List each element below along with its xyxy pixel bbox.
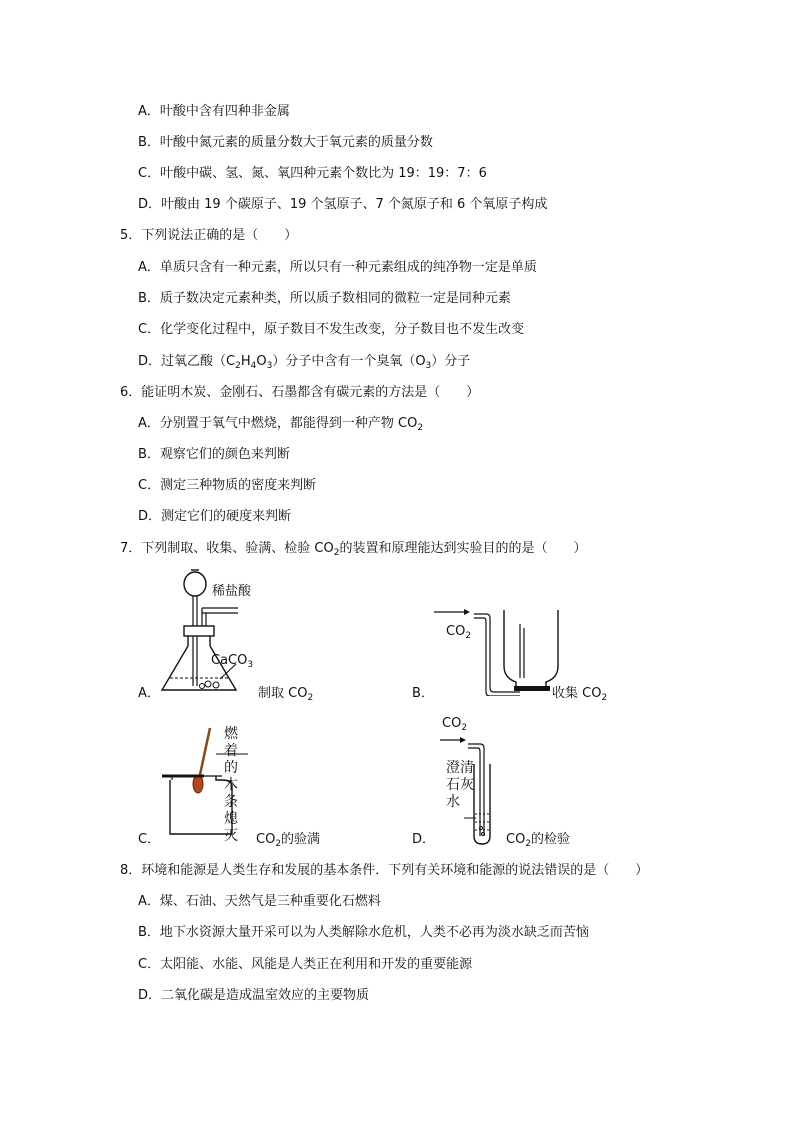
- q4-option-b: B．叶酸中氮元素的质量分数大于氧元素的质量分数: [138, 135, 433, 150]
- figure-c-check-full: [138, 722, 338, 850]
- q6-option-a: A．分别置于氧气中燃烧，都能得到一种产物 $CO_2$: [138, 416, 424, 433]
- stick-label: 燃着的木条熄灭: [224, 726, 238, 844]
- gas-label-d: $CO_2$: [442, 716, 468, 733]
- q6-option-b: B．观察它们的颜色来判断: [138, 447, 290, 462]
- solid-label: CaCO$_3$: [211, 653, 254, 670]
- figure-d-test: [412, 716, 612, 850]
- figure-b-caption: 收集 $CO_2$: [552, 686, 608, 703]
- figure-b-collection: [412, 606, 622, 706]
- figure-b-letter: B．: [412, 686, 434, 701]
- q4-option-c: C．叶酸中碳、氢、氮、氧四种元素个数比为 19：19：7：6: [138, 166, 487, 181]
- figure-d-letter: D．: [412, 832, 436, 847]
- figure-a-letter: A．: [138, 686, 160, 701]
- q6-option-d: D．测定它们的硬度来判断: [138, 509, 292, 524]
- gas-label-b: $CO_2$: [446, 624, 472, 641]
- q6-option-c: C．测定三种物质的密度来判断: [138, 478, 317, 493]
- q8-option-d: D．二氧化碳是造成温室效应的主要物质: [138, 988, 370, 1003]
- q7-stem: 7．下列制取、收集、验满、检验 $CO_2$的装置和原理能达到实验目的的是（ ）: [120, 541, 587, 558]
- figure-a-caption: 制取 $CO_2$: [258, 686, 314, 703]
- figure-a-generation: [138, 566, 318, 706]
- figure-d-caption: $CO_2$的检验: [506, 832, 571, 849]
- bottle-with-stick-drawing: [158, 722, 268, 842]
- q8-option-a: A．煤、石油、天然气是三种重要化石燃料: [138, 894, 381, 909]
- q5-option-c: C．化学变化过程中，原子数目不发生改变，分子数目也不发生改变: [138, 322, 525, 337]
- q4-option-d: D．叶酸由 19 个碳原子、19 个氢原子、7 个氮原子和 6 个氧原子构成: [138, 197, 548, 212]
- q8-option-b: B．地下水资源大量开采可以为人类解除水危机，人类不必再为淡水缺乏而苦恼: [138, 925, 589, 940]
- q5-option-a: A．单质只含有一种元素，所以只有一种元素组成的纯净物一定是单质: [138, 260, 537, 275]
- q4-option-a: A．叶酸中含有四种非金属: [138, 104, 290, 119]
- q5-option-b: B．质子数决定元素种类，所以质子数相同的微粒一定是同种元素: [138, 291, 511, 306]
- q8-option-c: C．太阳能、水能、风能是人类正在利用和开发的重要能源: [138, 957, 473, 972]
- gas-bottle-drawing: [434, 606, 574, 696]
- liquid-label: 澄清石灰水: [446, 760, 474, 810]
- q5-stem: 5．下列说法正确的是（ ）: [120, 228, 298, 243]
- acid-label: 稀盐酸: [212, 584, 252, 599]
- q8-stem: 8．环境和能源是人类生存和发展的基本条件．下列有关环境和能源的说法错误的是（ ）: [120, 863, 649, 878]
- figure-c-letter: C．: [138, 832, 161, 847]
- q6-stem: 6．能证明木炭、金刚石、石墨都含有碳元素的方法是（ ）: [120, 385, 480, 400]
- q5-option-d: D．过氧乙酸$(C_2H_4O_3)$分子中含有一个臭氧$(O_3)$分子: [138, 354, 471, 371]
- figure-c-caption: $CO_2$的验满: [256, 832, 321, 849]
